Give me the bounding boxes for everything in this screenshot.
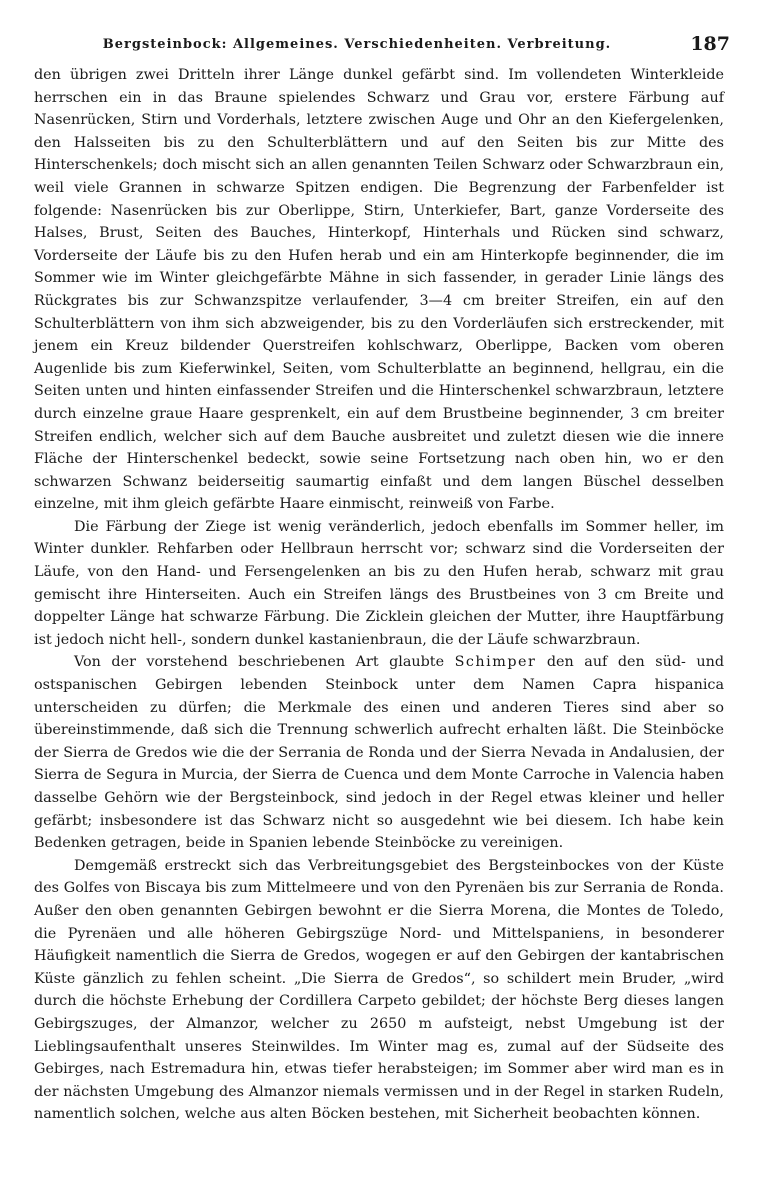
paragraph-4: Demgemäß erstreckt sich das Verbreitungsgebiet des Bergsteinbockes von der Küste des Golfes von Biscaya bis zum Mittelmeere und von den Pyrenäen bis zur Serrania de Ronda. Außer den oben genannten Gebirgen bewohnt er die Sierra Morena, die Montes de Toledo, die Pyrenäen und alle höheren Gebirgszüge Nord- und Mittelspaniens, in besonderer Häufigkeit namentlich die Sierra de Gredos, wogegen er auf den Gebirgen der kantabrischen Küste gänzlich zu fehlen scheint. „Die Sierra de Gredos“, so schildert mein Bruder, „wird durch die höchste Erhebung der Cordillera Carpeto gebildet; der höchste Berg dieses langen Gebirgszuges, der Almanzor, welcher zu 2650 m aufsteigt, nebst Umgebung ist der Lieblingsaufenthalt unseres Steinwildes. Im Winter mag es, zumal auf der Südseite des Gebirges, nach Estremadura hin, etwas tiefer herabsteigen; im Sommer aber wird man es in der nächsten Umgebung des Almanzor niemals vermissen und in der Regel in starken Rudeln, namentlich solchen, welche aus alten Böcken bestehen, mit Sicherheit beobachten können. [34, 857, 724, 1123]
author-name-schimper: Schimper [454, 654, 537, 671]
page-number: 187 [690, 33, 730, 55]
body-text [34, 64, 724, 1126]
paragraph-1: den übrigen zwei Dritteln ihrer Länge dunkel gefärbt sind. Im vollendeten Winterkleide herrschen ein in das Braune spielendes Schwarz und Grau vor, erstere Färbung auf Nasenrücken, Stirn und Vorderhals, letztere zwischen Auge und Ohr an den Kiefergelenken, den Halsseiten bis zu den Schulterblättern und auf den Seiten bis zur Mitte des Hinterschenkels; doch mischt sich an allen genannten Teilen Schwarz oder Schwarzbraun ein, weil viele Grannen in schwarze Spitzen endigen. Die Begrenzung der Farbenfelder ist folgende: Nasenrücken bis zur Oberlippe, Stirn, Unterkiefer, Bart, ganze Vorderseite des Halses, Brust, Seiten des Bauches, Hinterkopf, Hinterhals und Rücken sind schwarz, Vorderseite der Läufe bis zu den Hufen herab und ein am Hinterkopfe beginnender, die im Sommer wie im Winter gleichgefärbte Mähne in sich fassender, in gerader Linie längs des Rückgrates bis zur Schwanzspitze verlaufender, 3—4 cm breiter Streifen, ein auf den Schulterblättern von ihm sich abzweigender, bis zu den Vorderläufen sich erstreckender, mit jenem ein Kreuz bildender Querstreifen kohlschwarz, Oberlippe, Backen vom oberen Augenlide bis zum Kieferwinkel, Seiten, vom Schulterblatte an beginnend, hellgrau, ein die Seiten unten und hinten einfassender Streifen und die Hinterschenkel schwarzbraun, letztere durch einzelne graue Haare gesprenkelt, ein auf dem Brustbeine beginnender, 3 cm breiter Streifen endlich, welcher sich auf dem Bauche ausbreitet und zuletzt diesen wie die innere Fläche der Hinterschenkel bedeckt, sowie seine Fortsetzung nach oben hin, wo er den schwarzen Schwanz beiderseitig saumartig einfaßt und dem langen Büschel desselben einzelne, mit ihm gleich gefärbte Haare einmischt, reinweiß von Farbe. [34, 67, 724, 513]
paragraph-3-part1: Von der vorstehend beschriebenen Art glaubte [74, 654, 455, 671]
page-header [34, 33, 740, 59]
paragraph-3-part2: den auf den süd- und ostspanischen Gebirgen lebenden Steinbock unter dem Namen Capra hispanica unterscheiden zu dürfen; die Merkmale des einen und anderen Tieres sind aber so übereinstimmende, daß sich die Trennung schwerlich aufrecht erhalten läßt. Die Steinböcke der Sierra de Gredos wie die der Serrania de Ronda und der Sierra Nevada in Andalusien, der Sierra de Segura in Murcia, der Sierra de Cuenca und dem Monte Carroche in Valencia haben dasselbe Gehörn wie der Bergsteinbock, sind jedoch in der Regel etwas kleiner und heller gefärbt; insbesondere ist das Schwarz nicht so ausgedehnt wie bei diesem. Ich habe kein Bedenken getragen, beide in Spanien lebende Steinböcke zu vereinigen. [34, 654, 725, 852]
running-head: Bergsteinbock: Allgemeines. Verschiedenheiten. Verbreitung. [102, 37, 612, 52]
paragraph-2: Die Färbung der Ziege ist wenig veränderlich, jedoch ebenfalls im Sommer heller, im Winter dunkler. Rehfarben oder Hellbraun herrscht vor; schwarz sind die Vorderseiten der Läufe, von den Hand- und Fersengelenken an bis zu den Hufen herab, schwarz mit grau gemischt ihre Hinterseiten. Auch ein Streifen längs des Brustbeines von 3 cm Breite und doppelter Länge hat schwarze Färbung. Die Zicklein gleichen der Mutter, ihre Hauptfärbung ist jedoch nicht hell-, sondern dunkel kastanienbraun, die der Läufe schwarzbraun. [34, 518, 724, 648]
paragraph-3 [34, 651, 724, 854]
